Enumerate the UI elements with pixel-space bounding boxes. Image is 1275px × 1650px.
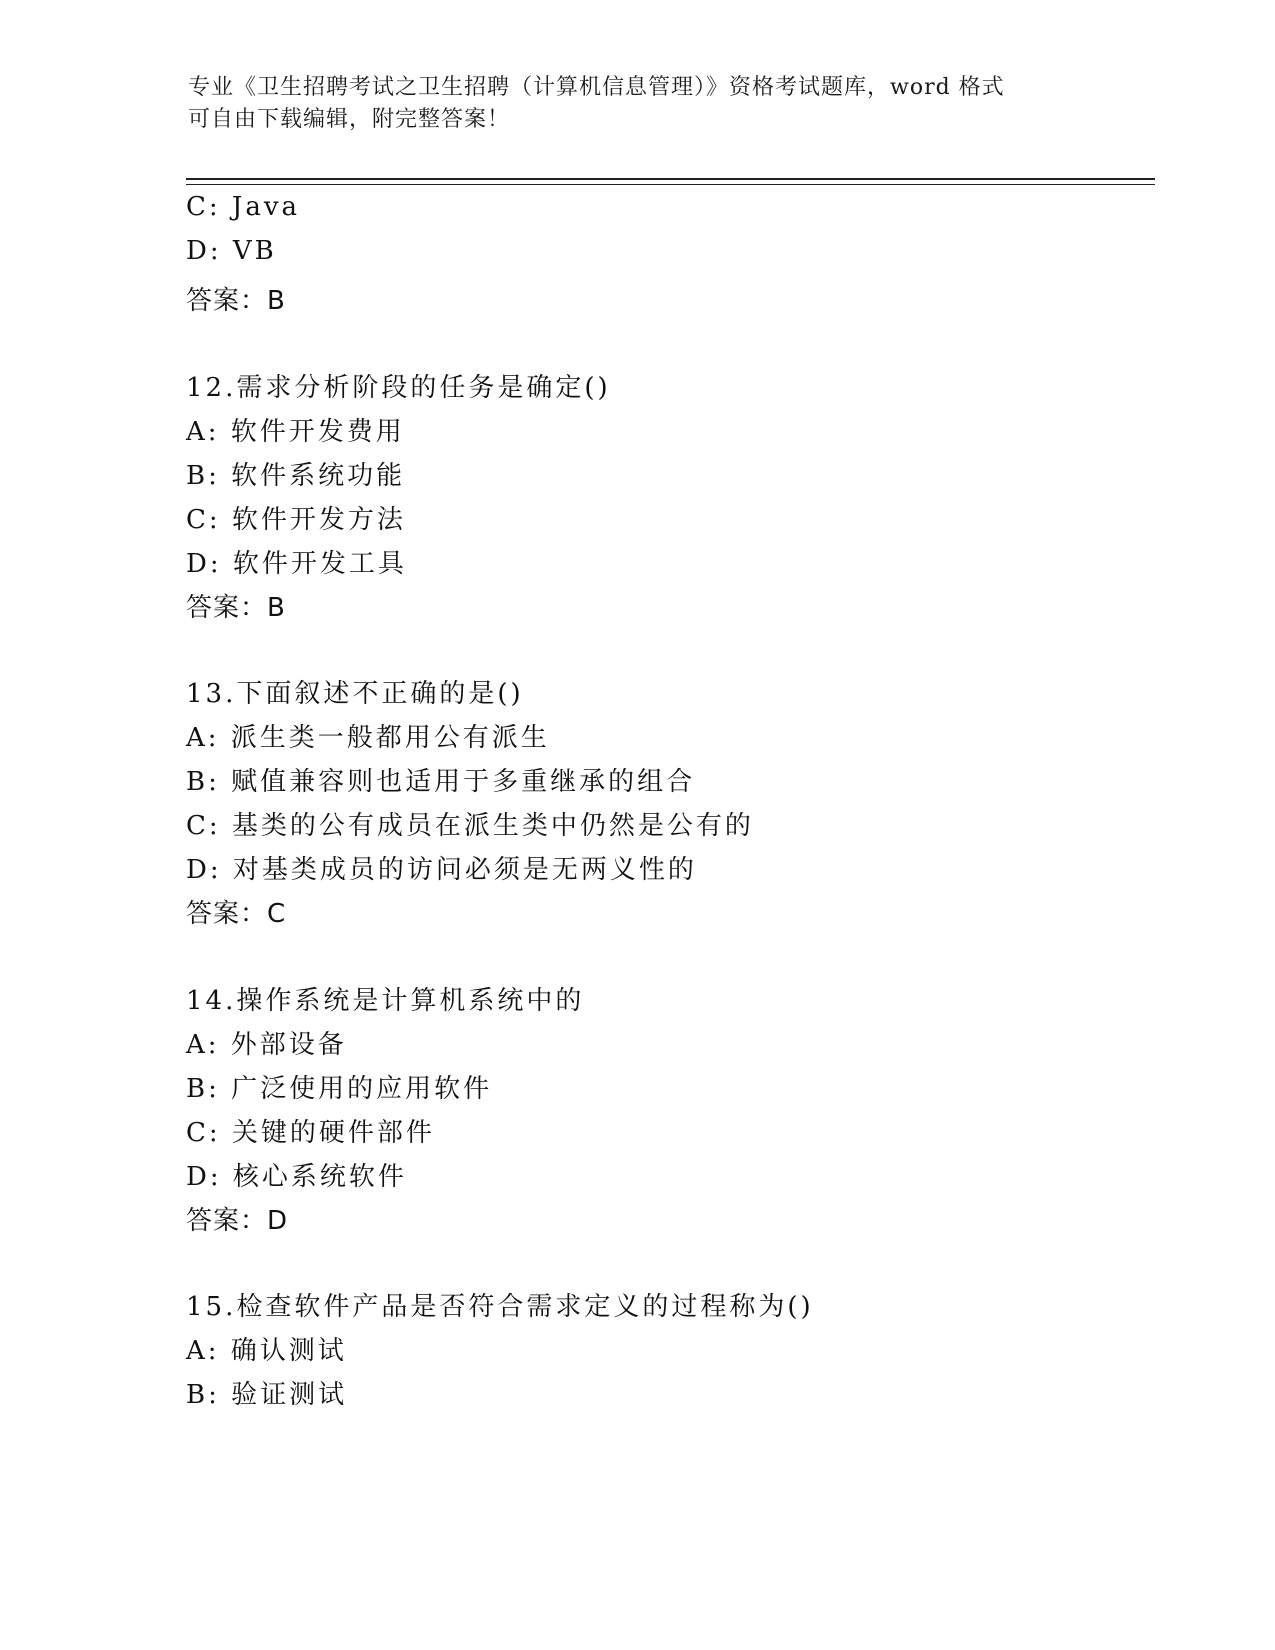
q14-option-c: C: 关键的硬件部件 (186, 1118, 435, 1148)
q13-option-c: C: 基类的公有成员在派生类中仍然是公有的 (186, 811, 754, 841)
q11-option-d: D: VB (186, 236, 277, 266)
q11-option-c: C: Java (186, 192, 301, 222)
q13-option-b: B: 赋值兼容则也适用于多重继承的组合 (186, 767, 696, 797)
q13-option-d: D: 对基类成员的访问必须是无两义性的 (186, 855, 697, 885)
q12-option-b: B: 软件系统功能 (186, 461, 406, 491)
q12-option-a: A: 软件开发费用 (186, 417, 405, 447)
header-divider-thin (186, 184, 1155, 185)
q14-option-a: A: 外部设备 (186, 1030, 347, 1060)
q12-option-d: D: 软件开发工具 (186, 549, 407, 579)
q13-answer: 答案：C (186, 899, 287, 929)
q13-question: 13.下面叙述不正确的是() (186, 679, 524, 709)
q14-option-d: D: 核心系统软件 (186, 1162, 407, 1192)
document-header (188, 72, 1088, 136)
q11-answer: 答案：B (186, 286, 286, 316)
q12-answer: 答案：B (186, 593, 286, 623)
q13-option-a: A: 派生类一般都用公有派生 (186, 723, 550, 753)
q14-option-b: B: 广泛使用的应用软件 (186, 1074, 493, 1104)
header-line-2: 可自由下载编辑，附完整答案！ (188, 107, 511, 132)
header-line-1: 专业《卫生招聘考试之卫生招聘（计算机信息管理）》资格考试题库，word 格式 (188, 75, 1005, 100)
header-divider-thick (186, 178, 1155, 180)
q14-question: 14.操作系统是计算机系统中的 (186, 986, 585, 1016)
q15-option-b: B: 验证测试 (186, 1380, 348, 1410)
q15-question: 15.检查软件产品是否符合需求定义的过程称为() (186, 1292, 814, 1322)
q14-answer: 答案：D (186, 1206, 289, 1236)
q15-option-a: A: 确认测试 (186, 1336, 347, 1366)
q12-option-c: C: 软件开发方法 (186, 505, 406, 535)
q12-question: 12.需求分析阶段的任务是确定() (186, 373, 611, 403)
